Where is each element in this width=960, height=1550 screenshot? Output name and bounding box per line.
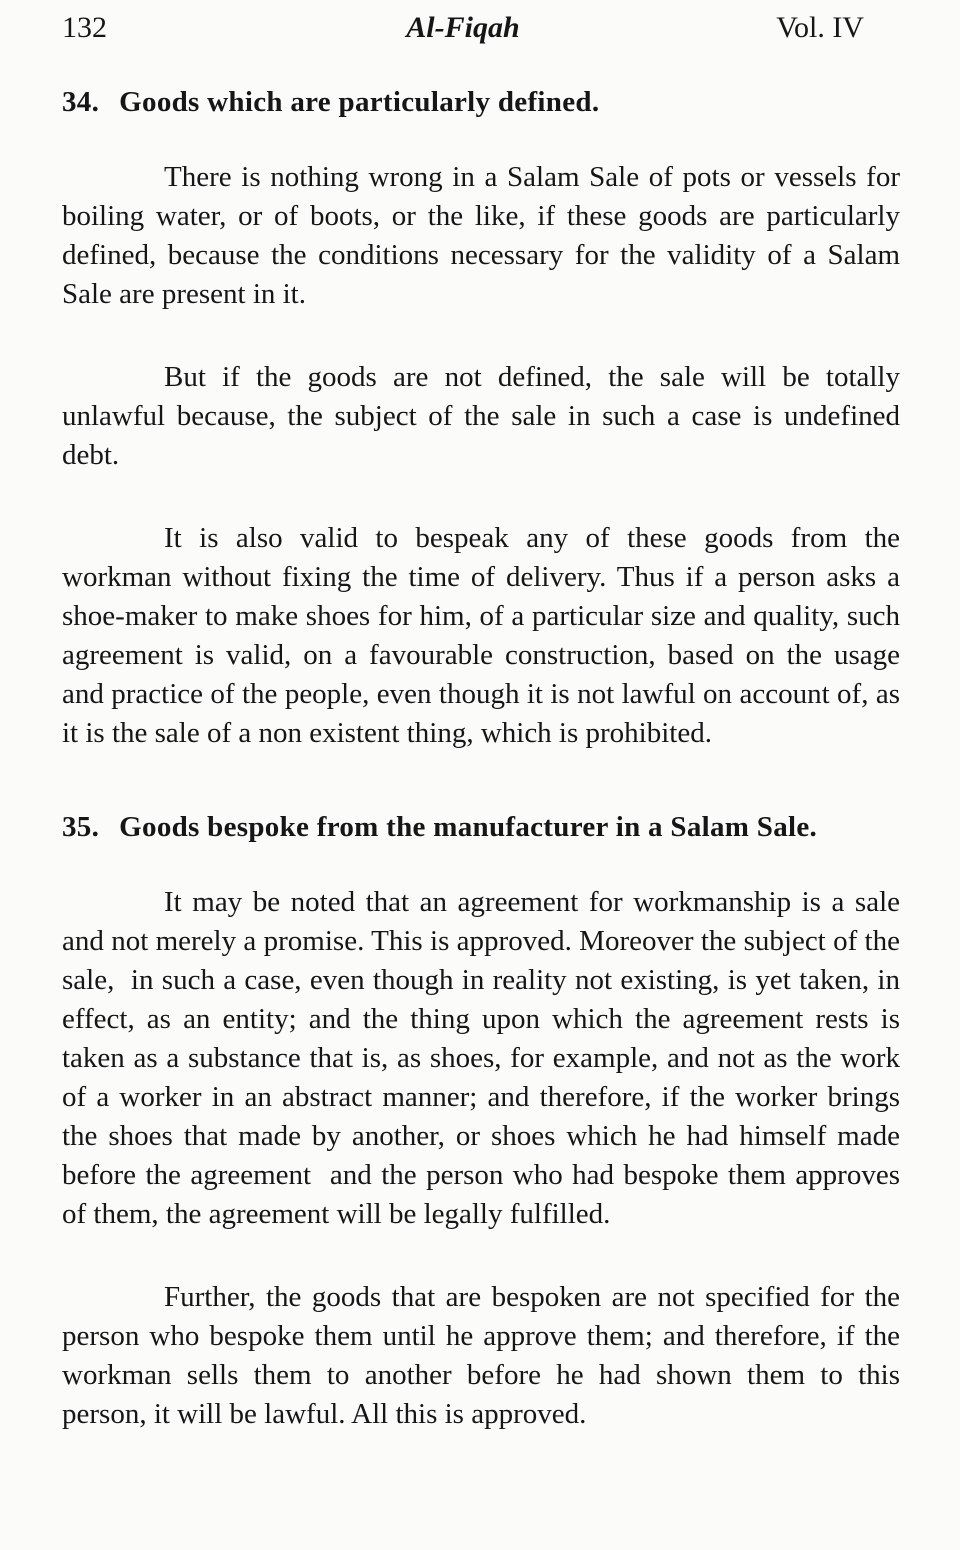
section-title: Goods which are particularly defined. [119,86,600,118]
book-title: Al-Fiqah [406,11,520,44]
page-header [62,12,900,44]
paragraph: But if the goods are not defined, the sale will be totally unlawful because, the subject of the sale in such a case is undefined debt. [62,361,908,471]
paragraph: It may be noted that an agreement for workmanship is a sale and not merely a promise. This is approved. Moreover the subject of the sale, in such a case, even though in reality not existing, is yet taken, in effect, as an entity; and the thing upon which the agreement rests is taken as a substance that is, as shoes, for example, and not as the work of a worker in an abstract manner; and therefore, if the worker brings the shoes that made by another, or shoes which he had himself made before the agreement and the person who had bespoke them approves of them, the agreement will be legally fulfilled. [62,886,908,1230]
page-number: 132 [62,11,107,44]
paragraph: It is also valid to bespeak any of these goods from the workman without fixing the time of delivery. Thus if a person asks a shoe-maker to make shoes for him, of a particular size and quality, such agreement is valid, on a favourable construction, based on the usage and practice of the people, even though it is not lawful on account of, as it is the sale of a non existent thing, which is prohibited. [62,522,908,749]
paragraph: There is nothing wrong in a Salam Sale of pots or vessels for boiling water, or of boots, or the like, if these goods are particularly defined, because the conditions necessary for the validity of a Salam Sale are present in it. [62,161,908,310]
volume-label: Vol. IV [776,11,864,44]
section-heading [62,86,900,118]
section-35 [62,811,908,1434]
section-title: Goods bespoke from the manufacturer in a Salam Sale. [119,811,818,843]
section-34 [62,86,908,753]
section-heading [62,811,900,843]
paragraph: Further, the goods that are bespoken are not specified for the person who bespoke them until he approve them; and therefore, if the workman sells them to another before he had shown them to this person, it will be lawful. All this is approved. [62,1281,908,1430]
section-number: 34. [62,86,100,118]
section-number: 35. [62,811,100,843]
